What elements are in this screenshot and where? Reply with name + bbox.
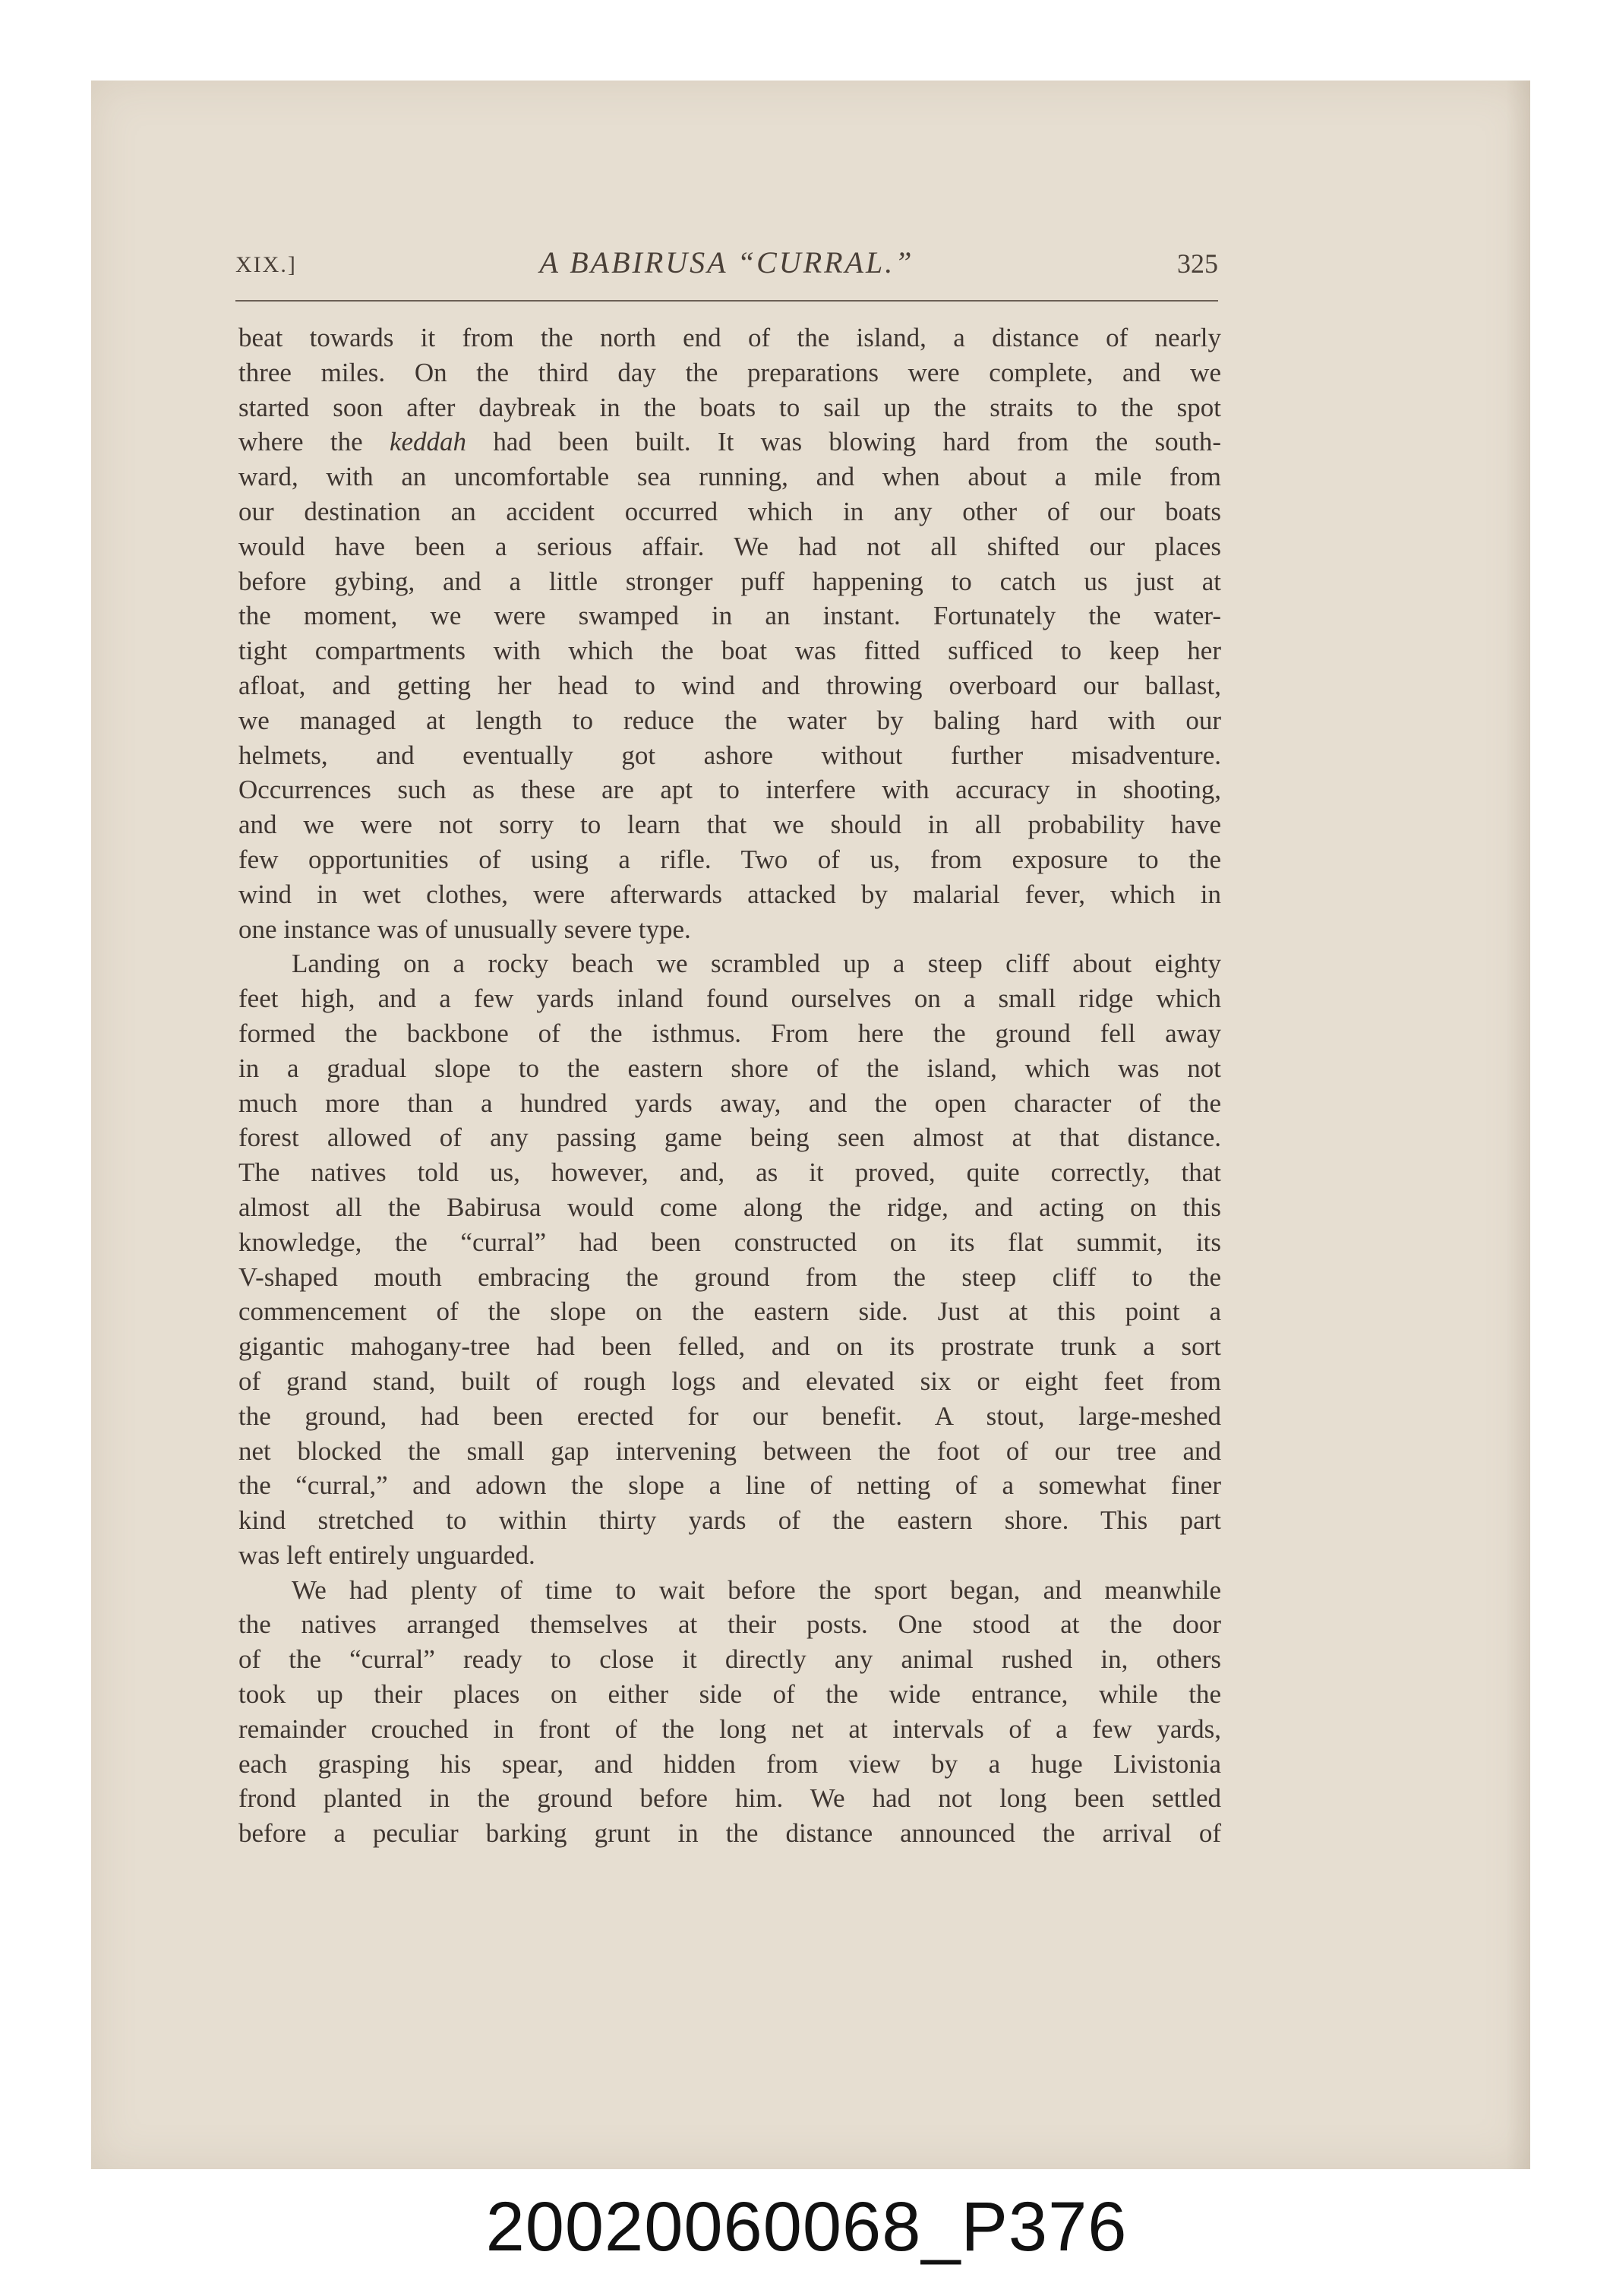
paragraph-end-line: was left entirely unguarded. xyxy=(238,1540,535,1570)
text-line: frond planted in the ground before him. We had not long been settled xyxy=(238,1783,1221,1814)
text-line: gigantic mahogany-tree had been felled, and on its prostrate trunk a sort xyxy=(238,1331,1221,1362)
text-line: where the keddah had been built. It was blowing hard from the south- xyxy=(238,427,1222,457)
text-line: V-shaped mouth embracing the ground from the steep cliff to the xyxy=(238,1262,1221,1292)
text-line: helmets, and eventually got ashore without further misadventure. xyxy=(238,740,1221,770)
text-line: the moment, we were swamped in an instant. Fortunately the water- xyxy=(238,601,1221,631)
text-line: afloat, and getting her head to wind and throwing overboard our ballast, xyxy=(238,670,1221,700)
text-line: knowledge, the “curral” had been constructed on its flat summit, its xyxy=(238,1227,1221,1257)
text-line: took up their places on either side of the wide entrance, while the xyxy=(238,1679,1221,1710)
text-line: and we were not sorry to learn that we should in all probability have xyxy=(238,810,1221,840)
text-line: the “curral,” and adown the slope a line of netting of a somewhat finer xyxy=(238,1470,1221,1501)
text-line: the natives arranged themselves at their posts. One stood at the door xyxy=(238,1609,1221,1640)
text-line: commencement of the slope on the eastern side. Just at this point a xyxy=(238,1296,1221,1327)
text-line: we managed at length to reduce the water by baling hard with our xyxy=(238,705,1221,735)
text-line: few opportunities of using a rifle. Two of us, from exposure to the xyxy=(238,844,1221,874)
text-line: tight compartments with which the boat was fitted sufficed to keep her xyxy=(238,636,1221,666)
text-line: before a peculiar barking grunt in the distance announced the arrival of xyxy=(238,1818,1221,1849)
italic-term: keddah xyxy=(389,427,467,457)
paragraph-end-line: one instance was of unusually severe type. xyxy=(238,914,691,944)
text-line: beat towards it from the north end of the island, a distance of nearly xyxy=(238,323,1221,352)
text-line: would have been a serious affair. We had not all shifted our places xyxy=(238,531,1221,561)
text-line: our destination an accident occurred which in any other of our boats xyxy=(238,496,1221,526)
text-line: much more than a hundred yards away, and the open character of the xyxy=(238,1088,1221,1118)
text-line: three miles. On the third day the preparations were complete, and we xyxy=(238,357,1221,387)
text-line: of grand stand, built of rough logs and elevated six or eight feet from xyxy=(238,1366,1221,1396)
text-line: forest allowed of any passing game being seen almost at that distance. xyxy=(238,1123,1221,1153)
running-title: A BABIRUSA “CURRAL.” xyxy=(539,245,914,279)
text-line: kind stretched to within thirty yards of the eastern shore. This part xyxy=(238,1505,1221,1536)
header-rule xyxy=(235,300,1218,302)
page-edge-shadow xyxy=(1506,81,1530,2169)
text-line: feet high, and a few yards inland found ourselves on a small ridge which xyxy=(238,984,1221,1014)
running-head xyxy=(235,245,1218,290)
paragraph-start-line: Landing on a rocky beach we scrambled up a steep cliff about eighty xyxy=(292,949,1221,979)
text-line: in a gradual slope to the eastern shore of the island, which was not xyxy=(238,1053,1221,1083)
text-line: the ground, had been erected for our benefit. A stout, large-meshed xyxy=(238,1401,1221,1431)
text-line: almost all the Babirusa would come along the ridge, and acting on this xyxy=(238,1192,1221,1222)
text-line: net blocked the small gap intervening between the foot of our tree and xyxy=(238,1435,1221,1466)
text-line: wind in wet clothes, were afterwards attacked by malarial fever, which in xyxy=(238,879,1221,909)
text-line: remainder crouched in front of the long net at intervals of a few yards, xyxy=(238,1713,1221,1744)
text-line: before gybing, and a little stronger puff happening to catch us just at xyxy=(238,566,1221,596)
text-line: formed the backbone of the isthmus. From here the ground fell away xyxy=(238,1018,1221,1048)
page-number: 325 xyxy=(1177,248,1218,279)
text-line: Occurrences such as these are apt to interfere with accuracy in shooting, xyxy=(238,775,1221,805)
paragraph-start-line: We had plenty of time to wait before the sport began, and meanwhile xyxy=(292,1574,1221,1605)
text-line: started soon after daybreak in the boats to sail up the straits to the spot xyxy=(238,392,1221,422)
text-line: each grasping his spear, and hidden from view by a huge Livistonia xyxy=(238,1748,1221,1779)
chapter-marker: XIX.] xyxy=(235,252,297,277)
text-line: ward, with an uncomfortable sea running, and when about a mile from xyxy=(238,462,1221,492)
body-text xyxy=(238,321,1221,1851)
scan-id-caption: 20020060068_P376 xyxy=(485,2188,1128,2266)
text-line: The natives told us, however, and, as it proved, quite correctly, that xyxy=(238,1157,1221,1188)
text-line: of the “curral” ready to close it directly any animal rushed in, others xyxy=(238,1644,1221,1675)
